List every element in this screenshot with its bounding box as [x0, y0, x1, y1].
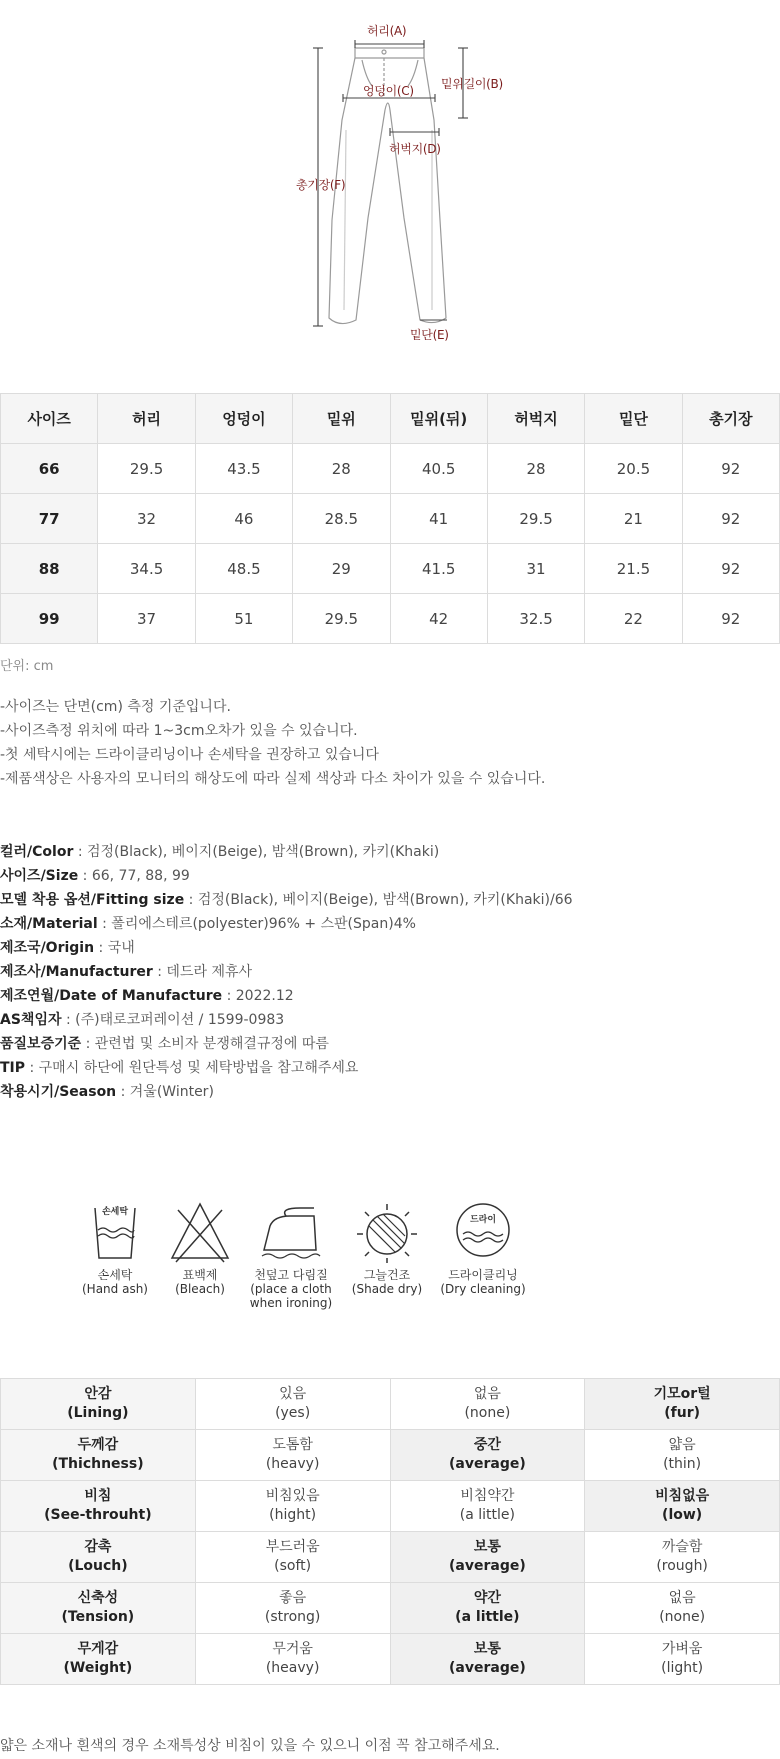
waist-label: 허리(A): [367, 24, 407, 38]
size-table-header: 사이즈: [1, 394, 98, 444]
fabric-cell-ko: 무거움: [272, 1641, 313, 1657]
fabric-cell-en: (average): [449, 1660, 526, 1676]
fabric-cell-ko: 기모or털: [653, 1386, 711, 1402]
care-label-en: (Hand ash): [82, 1282, 148, 1296]
care-item-shade-dry: [342, 1200, 432, 1296]
fabric-option-cell: [195, 1481, 390, 1532]
measurement-cell: 41.5: [390, 544, 487, 594]
fabric-option-cell: [585, 1481, 780, 1532]
fabric-cell-en: (Lining): [67, 1405, 129, 1421]
fabric-property-cell: [1, 1379, 196, 1430]
measurement-cell: 92: [682, 594, 779, 644]
measurement-cell: 22: [585, 594, 682, 644]
care-label: [246, 1268, 336, 1310]
spec-label: TIP: [0, 1060, 26, 1076]
fabric-cell-ko: 비침없음: [655, 1488, 710, 1504]
length-label: 총기장(F): [296, 178, 346, 192]
iron-with-cloth-icon: [256, 1200, 326, 1264]
spec-label: 제조사/Manufacturer: [0, 964, 153, 980]
measurement-cell: 32.5: [487, 594, 584, 644]
fabric-cell-en: (heavy): [265, 1660, 320, 1676]
spec-line: [0, 936, 573, 960]
fabric-option-cell: [195, 1634, 390, 1685]
fabric-table-row: [1, 1583, 780, 1634]
care-item-dry-cleaning: [438, 1200, 528, 1296]
fabric-cell-en: (fur): [664, 1405, 700, 1421]
spec-line: [0, 864, 573, 888]
no-bleach-icon: [168, 1200, 232, 1264]
fabric-cell-en: (none): [464, 1405, 511, 1421]
spec-label: 품질보증기준: [0, 1036, 82, 1052]
fabric-cell-en: (average): [449, 1456, 526, 1472]
care-label: [155, 1268, 245, 1296]
spec-label: AS책임자: [0, 1012, 62, 1028]
spec-line: [0, 1080, 573, 1104]
fabric-cell-ko: 없음: [473, 1386, 501, 1402]
measurement-cell: 51: [195, 594, 292, 644]
hem-label: 밑단(E): [410, 328, 449, 342]
spec-value: : 구매시 하단에 원단특성 및 세탁방법을 참고해주세요: [25, 1060, 359, 1076]
measurement-cell: 48.5: [195, 544, 292, 594]
measurement-cell: 28.5: [293, 494, 390, 544]
fabric-option-cell: [585, 1634, 780, 1685]
fabric-cell-ko: 무게감: [77, 1641, 119, 1657]
fabric-cell-ko: 좋음: [279, 1590, 307, 1606]
fabric-cell-ko: 두께감: [77, 1437, 119, 1453]
spec-line: [0, 960, 573, 984]
size-notes: [0, 695, 545, 791]
measurement-cell: 28: [487, 444, 584, 494]
fabric-cell-ko: 있음: [279, 1386, 307, 1402]
fabric-cell-ko: 안감: [84, 1386, 112, 1402]
fabric-option-cell: [390, 1481, 585, 1532]
fabric-cell-en: (a little): [455, 1609, 520, 1625]
measurement-cell: 28: [293, 444, 390, 494]
fabric-cell-en: (Louch): [68, 1558, 128, 1574]
measurement-cell: 21.5: [585, 544, 682, 594]
fabric-cell-en: (light): [661, 1660, 704, 1676]
note-line: -사이즈는 단면(cm) 측정 기준입니다.: [0, 699, 231, 715]
fabric-cell-en: (thin): [663, 1456, 702, 1472]
care-label-en: (Dry cleaning): [440, 1282, 526, 1296]
care-label-ko: 그늘건조: [363, 1268, 411, 1282]
fabric-table-row: [1, 1430, 780, 1481]
fabric-cell-ko: 도톰함: [272, 1437, 313, 1453]
fabric-option-cell: [390, 1583, 585, 1634]
fabric-cell-ko: 얇음: [668, 1437, 696, 1453]
spec-label: 착용시기/Season: [0, 1084, 117, 1100]
size-cell: 77: [1, 494, 98, 544]
fabric-cell-ko: 부드러움: [265, 1539, 320, 1555]
care-item-hand-wash: [70, 1200, 160, 1296]
fabric-cell-ko: 약간: [473, 1590, 501, 1606]
fabric-cell-ko: 중간: [473, 1437, 501, 1453]
measurement-cell: 29.5: [98, 444, 195, 494]
size-table-header-row: [1, 394, 780, 444]
size-table-row: [1, 594, 780, 644]
care-label-en: (place a cloth: [250, 1282, 332, 1296]
spec-value: : 관련법 및 소비자 분쟁해결규정에 따름: [81, 1036, 329, 1052]
size-table-header: 밑위: [293, 394, 390, 444]
thigh-label: 허벅지(D): [389, 142, 441, 156]
care-label-en: (Bleach): [175, 1282, 225, 1296]
measurement-cell: 31: [487, 544, 584, 594]
care-label: [342, 1268, 432, 1296]
measurement-cell: 46: [195, 494, 292, 544]
measurement-cell: 29.5: [487, 494, 584, 544]
fabric-cell-ko: 가벼움: [661, 1641, 703, 1657]
size-table-row: [1, 544, 780, 594]
care-label-en: (Shade dry): [351, 1282, 423, 1296]
spec-value: : 검정(Black), 베이지(Beige), 밤색(Brown), 카키(Khaki): [73, 844, 440, 860]
size-table: [0, 393, 780, 644]
fabric-option-cell: [585, 1430, 780, 1481]
fabric-option-cell: [195, 1583, 390, 1634]
fabric-cell-en: (strong): [264, 1609, 321, 1625]
fabric-option-cell: [390, 1379, 585, 1430]
product-specs: [0, 840, 573, 1104]
fabric-cell-en: (average): [449, 1558, 526, 1574]
care-label-ko: 손세탁: [97, 1268, 133, 1282]
care-item-iron: [246, 1200, 336, 1310]
fabric-option-cell: [585, 1379, 780, 1430]
fabric-cell-ko: 감촉: [84, 1539, 112, 1555]
pants-measurement-diagram: [0, 0, 780, 360]
fabric-option-cell: [585, 1583, 780, 1634]
fabric-property-cell: [1, 1481, 196, 1532]
fabric-table-row: [1, 1481, 780, 1532]
size-table-row: [1, 444, 780, 494]
fabric-cell-en: (Tension): [61, 1609, 135, 1625]
fabric-option-cell: [195, 1430, 390, 1481]
note-line: -첫 세탁시에는 드라이클리닝이나 손세탁을 권장하고 있습니다: [0, 747, 379, 763]
fabric-option-cell: [390, 1532, 585, 1583]
measurement-cell: 92: [682, 494, 779, 544]
spec-value: : 66, 77, 88, 99: [78, 868, 190, 884]
fabric-cell-ko: 없음: [668, 1590, 696, 1606]
measurement-cell: 34.5: [98, 544, 195, 594]
fabric-cell-en: (hight): [269, 1507, 317, 1523]
care-label-ko: 드라이클리닝: [448, 1268, 518, 1282]
spec-value: : (주)태로코퍼레이션 / 1599-0983: [61, 1012, 285, 1028]
spec-label: 모델 착용 옵션/Fitting size: [0, 892, 185, 908]
size-table-body: [1, 444, 780, 644]
care-label: [438, 1268, 528, 1296]
fabric-cell-en: (soft): [274, 1558, 312, 1574]
fabric-option-cell: [195, 1532, 390, 1583]
care-label: [70, 1268, 160, 1296]
fabric-table-row: [1, 1532, 780, 1583]
size-table-row: [1, 494, 780, 544]
fabric-cell-ko: 비침있음: [265, 1488, 320, 1504]
spec-line: [0, 1008, 573, 1032]
measurement-cell: 42: [390, 594, 487, 644]
care-label-ko: 표백제: [182, 1268, 218, 1282]
fabric-cell-ko: 신축성: [77, 1590, 119, 1606]
note-line: -사이즈측정 위치에 따라 1~3cm오차가 있을 수 있습니다.: [0, 723, 358, 739]
size-table-header: 밑위(뒤): [390, 394, 487, 444]
note-line: -제품색상은 사용자의 모니터의 해상도에 따라 실제 색상과 다소 차이가 있을 수 있습니다.: [0, 771, 546, 787]
hand-wash-icon-text: 손세탁: [101, 1207, 129, 1217]
fabric-property-cell: [1, 1430, 196, 1481]
dry-cleaning-icon-text: 드라이: [469, 1215, 497, 1225]
fabric-option-cell: [390, 1634, 585, 1685]
measurement-cell: 21: [585, 494, 682, 544]
fabric-cell-ko: 까슬함: [661, 1539, 703, 1555]
spec-line: [0, 1032, 573, 1056]
size-table-header: 허벅지: [487, 394, 584, 444]
spec-label: 컬러/Color: [0, 844, 74, 860]
fabric-property-cell: [1, 1634, 196, 1685]
measurement-cell: 92: [682, 544, 779, 594]
fabric-cell-ko: 비침: [84, 1488, 112, 1504]
pants-outline-drawing: [0, 0, 780, 360]
fabric-option-cell: [585, 1532, 780, 1583]
measurement-cell: 41: [390, 494, 487, 544]
rise-label: 밑위길이(B): [441, 77, 503, 91]
spec-line: [0, 1056, 573, 1080]
fabric-option-cell: [195, 1379, 390, 1430]
measurement-cell: 32: [98, 494, 195, 544]
care-item-bleach: [155, 1200, 245, 1296]
fabric-table-body: [1, 1379, 780, 1685]
care-instructions: [70, 1200, 530, 1330]
fabric-cell-en: (Weight): [63, 1660, 133, 1676]
fabric-cell-en: (heavy): [265, 1456, 320, 1472]
size-table-header: 총기장: [682, 394, 779, 444]
spec-value: : 검정(Black), 베이지(Beige), 밤색(Brown), 카키(Khaki)/66: [184, 892, 573, 908]
fabric-cell-en: (none): [659, 1609, 706, 1625]
measurement-cell: 40.5: [390, 444, 487, 494]
spec-value: : 2022.12: [222, 988, 294, 1004]
fabric-property-cell: [1, 1532, 196, 1583]
spec-label: 제조연월/Date of Manufacture: [0, 988, 223, 1004]
measurement-cell: 43.5: [195, 444, 292, 494]
dry-cleaning-icon: [451, 1200, 515, 1264]
size-cell: 66: [1, 444, 98, 494]
measurement-cell: 37: [98, 594, 195, 644]
size-table-header: 엉덩이: [195, 394, 292, 444]
fabric-cell-ko: 보통: [473, 1539, 501, 1555]
size-cell: 99: [1, 594, 98, 644]
size-table-header: 허리: [98, 394, 195, 444]
fabric-cell-ko: 보통: [473, 1641, 501, 1657]
size-cell: 88: [1, 544, 98, 594]
measurement-cell: 92: [682, 444, 779, 494]
fabric-option-cell: [390, 1430, 585, 1481]
care-label-en: when ironing): [249, 1296, 333, 1310]
fabric-cell-en: (a little): [459, 1507, 515, 1523]
footnote: 얇은 소재나 흰색의 경우 소재특성상 비침이 있을 수 있으니 이점 꼭 참고해주세요.: [0, 1738, 500, 1754]
fabric-table-row: [1, 1379, 780, 1430]
spec-value: : 겨울(Winter): [116, 1084, 214, 1100]
measurement-cell: 20.5: [585, 444, 682, 494]
fabric-cell-en: (rough): [656, 1558, 708, 1574]
spec-line: [0, 984, 573, 1008]
fabric-properties-table: [0, 1378, 780, 1685]
spec-value: : 국내: [94, 940, 135, 956]
shade-dry-icon: [355, 1200, 419, 1264]
fabric-cell-en: (Thichness): [52, 1456, 144, 1472]
spec-label: 사이즈/Size: [0, 868, 79, 884]
fabric-property-cell: [1, 1583, 196, 1634]
spec-label: 제조국/Origin: [0, 940, 95, 956]
spec-line: [0, 912, 573, 936]
fabric-cell-en: (yes): [275, 1405, 311, 1421]
spec-label: 소재/Material: [0, 916, 98, 932]
fabric-cell-en: (low): [662, 1507, 703, 1523]
unit-text: 단위: cm: [0, 659, 54, 674]
care-label-ko: 천덮고 다림질: [254, 1268, 328, 1282]
size-table-header: 밑단: [585, 394, 682, 444]
fabric-cell-en: (See-throuht): [44, 1507, 152, 1523]
spec-value: : 폴리에스테르(polyester)96% + 스판(Span)4%: [97, 916, 416, 932]
measurement-cell: 29: [293, 544, 390, 594]
hip-label: 엉덩이(C): [363, 84, 414, 98]
measurement-cell: 29.5: [293, 594, 390, 644]
spec-line: [0, 888, 573, 912]
spec-value: : 데드라 제휴사: [152, 964, 253, 980]
hand-wash-icon: [85, 1200, 145, 1264]
spec-line: [0, 840, 573, 864]
fabric-table-row: [1, 1634, 780, 1685]
fabric-cell-ko: 비침약간: [460, 1488, 515, 1504]
